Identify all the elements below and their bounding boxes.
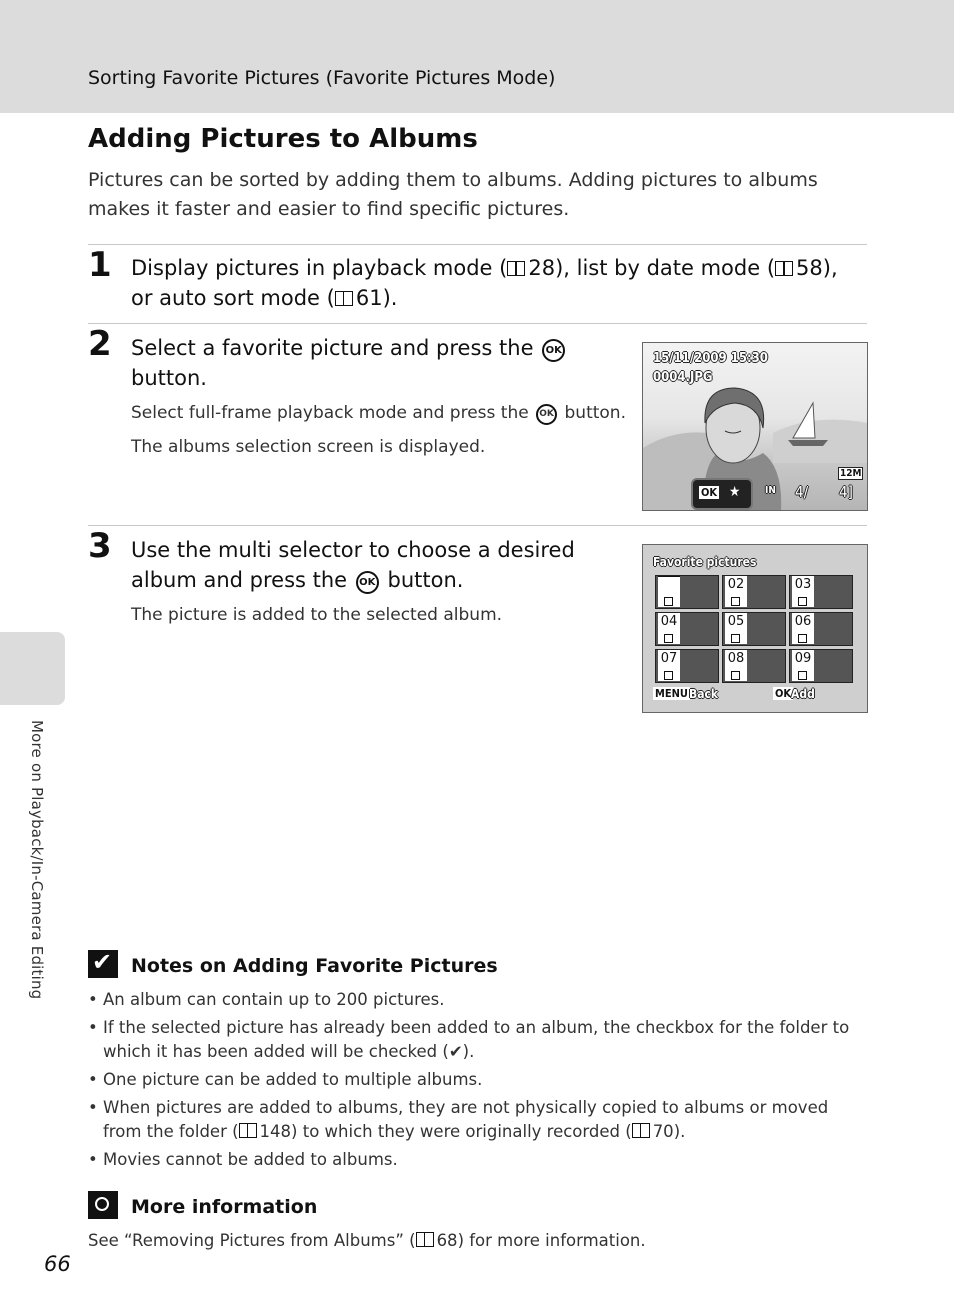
ok-key-badge: OK: [701, 486, 718, 499]
album-number: 07: [660, 651, 678, 666]
list-item: • When pictures are added to albums, they are not physically copied to albums or moved from the folder ( 148) to which they were originally recorded ( 70).: [88, 1096, 868, 1144]
ok-button-icon: OK: [356, 571, 379, 594]
favorite-icon: ★: [729, 484, 741, 500]
header-band: [0, 0, 954, 113]
ok-button-icon: OK: [542, 339, 565, 362]
ok-favorite-indicator: [691, 478, 753, 510]
album-selection-screen: [642, 544, 868, 713]
book-ref-icon: [416, 1232, 434, 1247]
datetime-label: 15/11/2009 15:30: [653, 351, 768, 366]
album-number: 08: [727, 651, 745, 666]
intro-paragraph: Pictures can be sorted by adding them to albums. Adding pictures to albums makes it faster and easier to find specific pictures.: [88, 169, 818, 220]
album-checkbox[interactable]: [664, 634, 673, 643]
chapter-label: More on Playback/In-Camera Editing: [28, 720, 46, 1000]
album-checkbox[interactable]: [731, 597, 740, 606]
step-3-text: Use the multi selector to choose a desired album and press the OK button.: [131, 538, 575, 592]
check-note-icon: [88, 950, 118, 978]
album-checkbox[interactable]: [664, 671, 673, 680]
album-slot[interactable]: [789, 612, 853, 646]
book-ref-icon: [775, 261, 793, 276]
step-3-result: The picture is added to the selected album.: [131, 605, 503, 625]
album-checkbox[interactable]: [731, 671, 740, 680]
album-slot[interactable]: [789, 575, 853, 609]
chapter-tab: [0, 632, 65, 705]
book-ref-icon: [507, 261, 525, 276]
frame-total: 4]: [839, 483, 853, 501]
album-number: 06: [794, 614, 812, 629]
album-slot[interactable]: [655, 649, 719, 683]
album-number: 03: [794, 577, 812, 592]
list-item: • One picture can be added to multiple albums.: [88, 1068, 868, 1092]
step-1-text: Display pictures in playback mode ( 28), list by date mode ( 58), or auto sort mode ( 61).: [131, 256, 838, 310]
divider: [88, 244, 867, 245]
album-number: 09: [794, 651, 812, 666]
step-2-instruction: Select full-frame playback mode and press the OK button.: [131, 403, 626, 423]
more-info-heading: More information: [131, 1196, 318, 1218]
more-info-icon: [88, 1191, 118, 1219]
album-slot[interactable]: [722, 575, 786, 609]
list-item: • An album can contain up to 200 pictures.: [88, 988, 868, 1012]
step-3-number: 3: [88, 526, 112, 566]
album-screen-title: Favorite pictures: [653, 555, 757, 569]
album-checkbox[interactable]: [664, 597, 673, 606]
album-number: 02: [727, 577, 745, 592]
menu-key-badge: MENU: [655, 687, 688, 700]
playback-screen: [642, 342, 868, 511]
more-info-text: See “Removing Pictures from Albums” ( 68) for more information.: [88, 1231, 646, 1250]
internal-memory-badge: IN: [765, 485, 776, 496]
album-number: 05: [727, 614, 745, 629]
page-number: 66: [44, 1252, 71, 1276]
album-slot[interactable]: [722, 649, 786, 683]
step-2-result: The albums selection screen is displayed.: [131, 437, 486, 457]
book-ref-icon: [632, 1123, 650, 1138]
notes-list: [88, 988, 868, 1176]
breadcrumb: Sorting Favorite Pictures (Favorite Pictures Mode): [88, 67, 556, 89]
notes-heading: Notes on Adding Favorite Pictures: [131, 955, 498, 977]
filename-label: 0004.JPG: [653, 370, 713, 385]
page-title: Adding Pictures to Albums: [88, 124, 478, 154]
album-slot[interactable]: [655, 575, 719, 609]
step-1-number: 1: [88, 245, 112, 285]
album-checkbox[interactable]: [731, 634, 740, 643]
album-checkbox[interactable]: [798, 634, 807, 643]
step-2-text: Select a favorite picture and press the OK button.: [131, 333, 611, 393]
album-number: 04: [660, 614, 678, 629]
list-item: • Movies cannot be added to albums.: [88, 1148, 868, 1172]
portrait-photo: [643, 343, 867, 510]
image-size-badge: 12M: [840, 468, 862, 479]
album-slot[interactable]: [655, 612, 719, 646]
ok-key-badge: OK: [775, 687, 792, 700]
divider: [88, 323, 867, 324]
book-ref-icon: [239, 1123, 257, 1138]
step-2-number: 2: [88, 324, 112, 364]
divider: [88, 525, 867, 526]
album-slot[interactable]: [722, 612, 786, 646]
list-item: • If the selected picture has already been added to an album, the checkbox for the folder to which it has been added will be checked (✔).: [88, 1016, 868, 1064]
album-checkbox[interactable]: [798, 671, 807, 680]
album-slot[interactable]: [789, 649, 853, 683]
album-icon-label: [658, 576, 680, 577]
book-ref-icon: [335, 291, 353, 306]
back-label: Back: [689, 687, 719, 701]
add-label: Add: [791, 687, 815, 701]
album-checkbox[interactable]: [798, 597, 807, 606]
ok-button-icon: OK: [536, 404, 557, 425]
frame-counter: 4/: [795, 483, 809, 501]
